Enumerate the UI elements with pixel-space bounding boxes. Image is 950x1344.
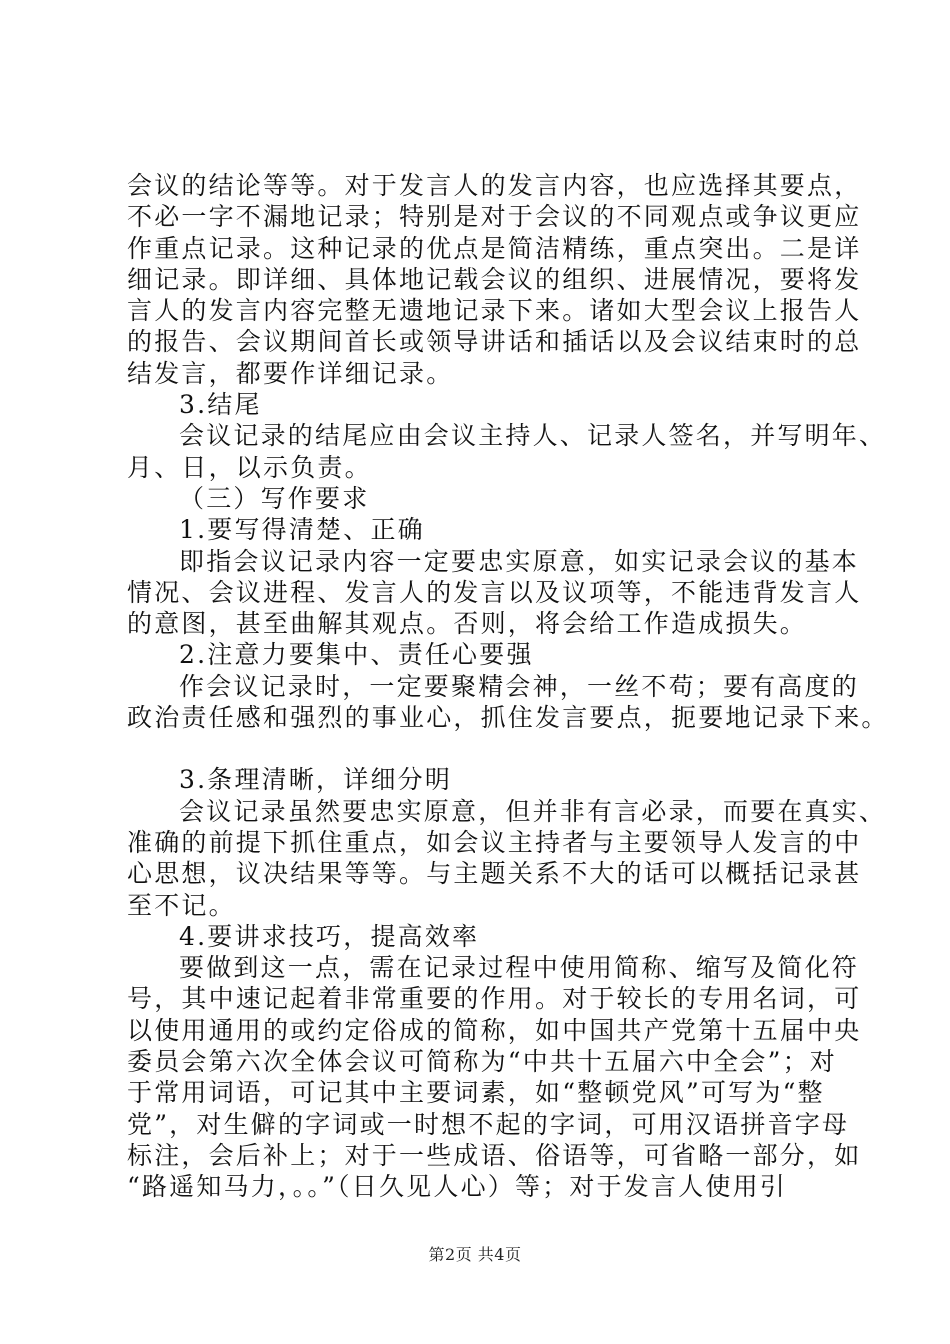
text-line: 准确的前提下抓住重点，如会议主持者与主要领导人发言的中 [127,827,862,857]
subheading-requirement-3: 3.条理清晰，详细分明 [179,765,453,795]
text-line: 标注，会后补上；对于一些成语、俗语等，可省略一部分，如 [127,1140,862,1170]
text-line: 言人的发言内容完整无遗地记录下来。诸如大型会议上报告人 [127,296,862,326]
section-heading: （三）写作要求 [179,483,370,513]
text-line: 要做到这一点，需在记录过程中使用简称、缩写及简化符 [179,953,860,983]
text-line: “路遥知马力，。。”（日久见人心）等；对于发言人使用引 [127,1172,787,1202]
text-line: 会议记录虽然要忠实原意，但并非有言必录，而要在真实、 [179,796,887,826]
text-line: 的报告、会议期间首长或领导讲话和插话以及会议结束时的总 [127,327,862,357]
text-line: 会议记录的结尾应由会议主持人、记录人签名，并写明年、 [179,421,887,451]
subheading-requirement-1: 1.要写得清楚、正确 [179,515,425,545]
text-line: 于常用词语，可记其中主要词素，如“整顿党风”可写为“整 [127,1078,825,1108]
document-body [127,170,889,1203]
subheading-ending: 3.结尾 [179,390,262,420]
text-line: 不必一字不漏地记录；特别是对于会议的不同观点或争议更应 [127,202,862,232]
text-line: 政治责任感和强烈的事业心，抓住发言要点，扼要地记录下来。 [127,703,889,733]
text-line: 月、日，以示负责。 [127,452,372,482]
text-line: 的意图，甚至曲解其观点。否则，将会给工作造成损失。 [127,609,808,639]
subheading-requirement-4: 4.要讲求技巧，提高效率 [179,921,480,951]
text-line: 至不记。 [127,890,236,920]
subheading-requirement-2: 2.注意力要集中、责任心要强 [179,640,534,670]
text-line: 心思想，议决结果等等。与主题关系不大的话可以概括记录甚 [127,859,862,889]
text-line: 会议的结论等等。对于发言人的发言内容，也应选择其要点， [127,171,862,200]
text-line: 即指会议记录内容一定要忠实原意，如实记录会议的基本 [179,546,860,576]
page-footer: 第2页 共4页 [428,1245,522,1264]
paragraph-gap [127,733,837,764]
text-line: 细记录。即详细、具体地记载会议的组织、进展情况，要将发 [127,264,862,294]
text-line: 作重点记录。这种记录的优点是简洁精练，重点突出。二是详 [127,233,862,263]
text-line: 作会议记录时，一定要聚精会神，一丝不苟；要有高度的 [179,671,860,701]
text-line: 委员会第六次全体会议可简称为“中共十五届六中全会”；对 [127,1047,837,1077]
text-line: 情况、会议进程、发言人的发言以及议项等，不能违背发言人 [127,577,862,607]
text-line: 党”，对生僻的字词或一时想不起的字词，可用汉语拼音字母 [127,1109,850,1139]
text-line: 以使用通用的或约定俗成的简称，如中国共产党第十五届中央 [127,1015,862,1045]
text-line: 号，其中速记起着非常重要的作用。对于较长的专用名词，可 [127,984,862,1014]
text-line: 结发言，都要作详细记录。 [127,358,454,388]
